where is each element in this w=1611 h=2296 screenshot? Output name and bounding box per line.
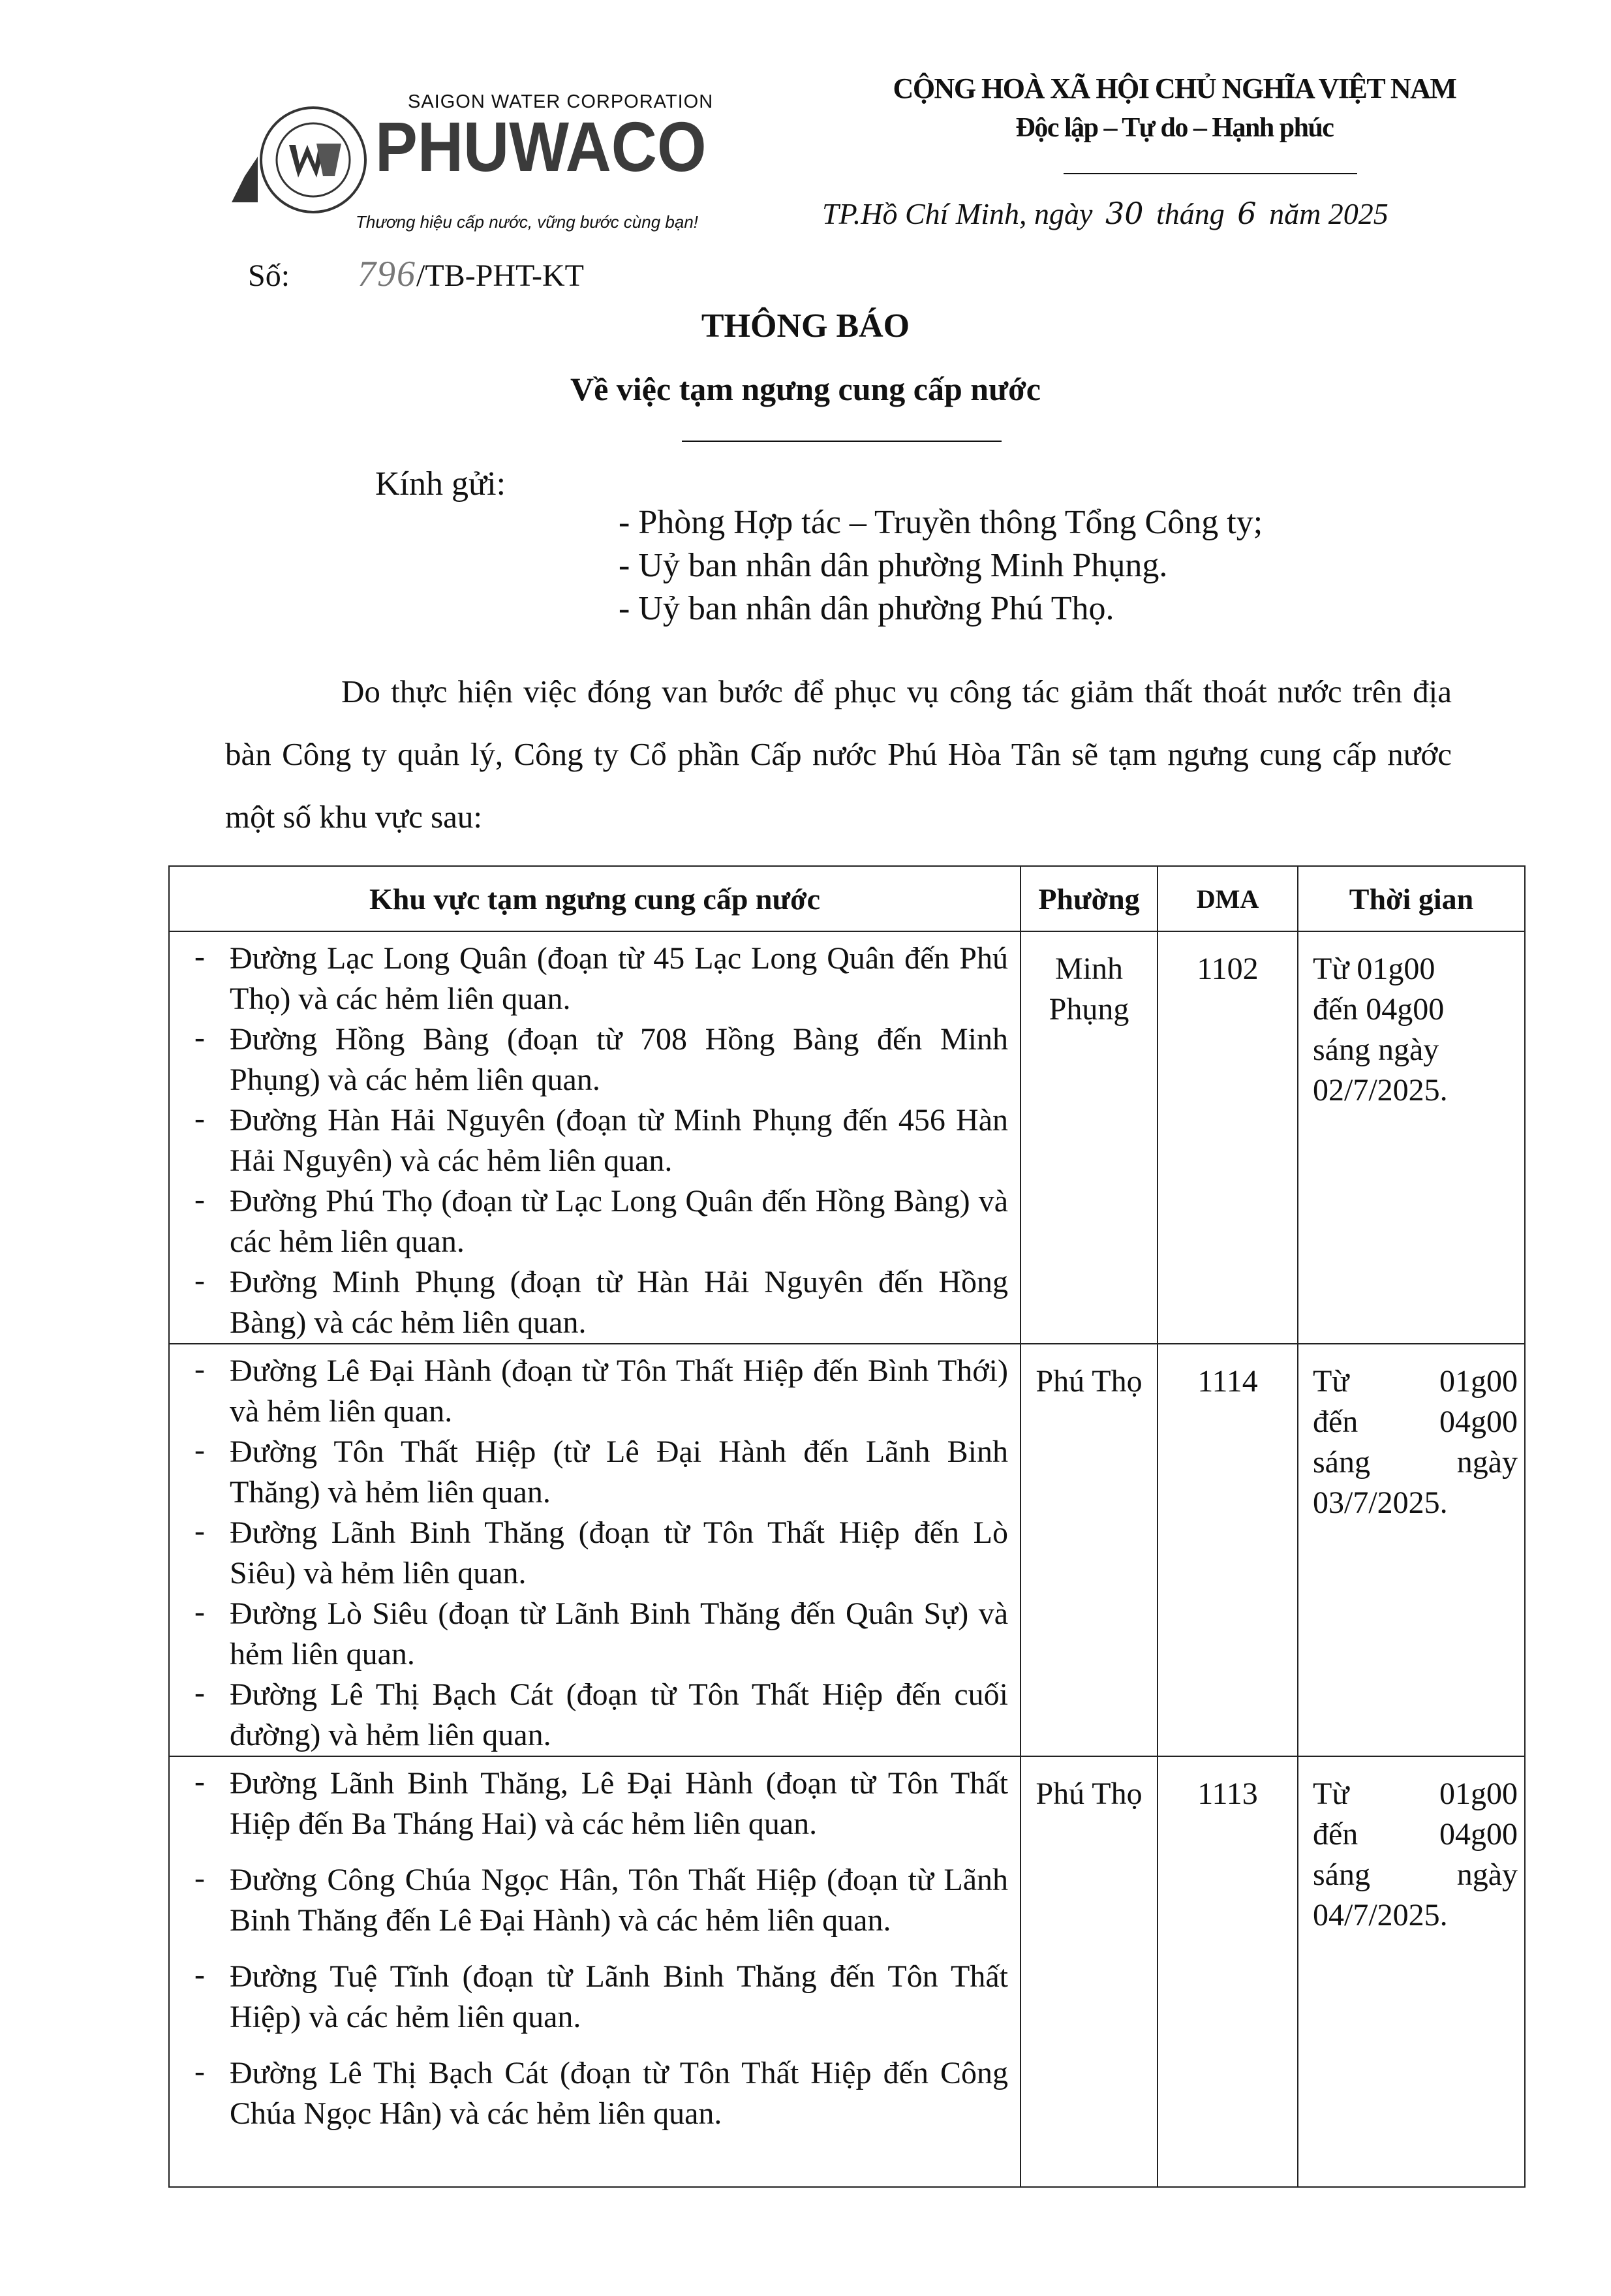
logo-wedge-graphic [232, 157, 258, 202]
dma-cell: 1113 [1158, 1756, 1298, 2187]
table-row [169, 931, 1525, 1344]
doc-no-suffix: /TB-PHT-KT [416, 258, 584, 293]
area-item: - Đường Tôn Thất Hiệp (từ Lê Đại Hành đến Lãnh Binh Thăng) và hẻm liên quan. [194, 1433, 1008, 1510]
table-row [169, 1756, 1525, 2187]
date-year: năm 2025 [1269, 197, 1389, 230]
national-motto: Độc lập – Tự do – Hạnh phúc [1015, 113, 1334, 143]
doc-no-label: Số: [248, 258, 290, 293]
document-number [248, 253, 584, 295]
area-item: - Đường Lãnh Binh Thăng (đoạn từ Tôn Thất Hiệp đến Lò Siêu) và hẻm liên quan. [194, 1513, 1008, 1590]
logo-seal-icon [258, 104, 369, 215]
area-item: - Đường Lê Đại Hành (đoạn từ Tôn Thất Hiệp đến Bình Thới) và hẻm liên quan. [194, 1352, 1008, 1429]
recipient-list [619, 501, 1263, 630]
dma-cell: 1102 [1158, 931, 1298, 1344]
time-cell: Từ 01g00 đến 04g00 sáng ngày 02/7/2025. [1298, 931, 1525, 1344]
area-item: - Đường Lê Thị Bạch Cát (đoạn từ Tôn Thất Hiệp đến cuối đường) và hẻm liên quan. [194, 1675, 1008, 1752]
time-cell: Từ 01g00 đến 04g00 sáng ngày 04/7/2025. [1298, 1756, 1525, 2187]
intro-paragraph: Do thực hiện việc đóng van bước để phục vụ công tác giảm thất thoát nước trên địa bàn Công ty quản lý, Công ty Cổ phần Cấp nước Phú Hòa Tân sẽ tạm ngưng cung cấp nước một số khu vực sau: [225, 674, 1452, 835]
area-item: - Đường Lê Thị Bạch Cát (đoạn từ Tôn Thất Hiệp đến Công Chúa Ngọc Hân) và các hẻm liên quan. [194, 2054, 1008, 2131]
document-title: THÔNG BÁO [701, 307, 910, 345]
salutation: Kính gửi: [375, 465, 506, 503]
header-area: Khu vực tạm ngưng cung cấp nước [169, 866, 1020, 931]
issue-date [822, 196, 1389, 231]
time-cell: Từ 01g00 đến 04g00 sáng ngày 03/7/2025. [1298, 1344, 1525, 1756]
motto-underline [1064, 173, 1357, 174]
date-prefix: TP.Hồ Chí Minh, ngày [822, 197, 1093, 230]
area-item: - Đường Công Chúa Ngọc Hân, Tôn Thất Hiệp (đoạn từ Lãnh Binh Thăng đến Lê Đại Hành) và các hẻm liên quan. [194, 1861, 1008, 1938]
area-cell [169, 1756, 1020, 2187]
date-month: 6 [1237, 196, 1257, 231]
ward-cell: Minh Phụng [1020, 931, 1158, 1344]
title-divider [682, 441, 1002, 442]
area-cell [169, 1344, 1020, 1756]
area-item: - Đường Lãnh Binh Thăng, Lê Đại Hành (đoạn từ Tôn Thất Hiệp đến Ba Tháng Hai) và các hẻm liên quan. [194, 1764, 1008, 1841]
brand-slogan: Thương hiệu cấp nước, vững bước cùng bạn! [356, 212, 699, 232]
suspension-table [168, 865, 1526, 2188]
area-item: - Đường Phú Thọ (đoạn từ Lạc Long Quân đến Hồng Bàng) và các hẻm liên quan. [194, 1182, 1008, 1259]
ward-cell: Phú Thọ [1020, 1344, 1158, 1756]
brand-wordmark: PHUWACO [375, 107, 707, 186]
dma-cell: 1114 [1158, 1344, 1298, 1756]
header-time: Thời gian [1298, 866, 1525, 931]
doc-no-handwritten: 796 [358, 254, 417, 294]
area-item: - Đường Lạc Long Quân (đoạn từ 45 Lạc Long Quân đến Phú Thọ) và các hẻm liên quan. [194, 939, 1008, 1016]
recipient-item: - Phòng Hợp tác – Truyền thông Tổng Công ty; [619, 504, 1263, 541]
company-logo [232, 91, 728, 248]
area-item: - Đường Hồng Bàng (đoạn từ 708 Hồng Bàng đến Minh Phụng) và các hẻm liên quan. [194, 1020, 1008, 1097]
area-item: - Đường Lò Siêu (đoạn từ Lãnh Binh Thăng đến Quân Sự) và hẻm liên quan. [194, 1594, 1008, 1671]
recipient-item: - Uỷ ban nhân dân phường Phú Thọ. [619, 590, 1114, 627]
recipient-item: - Uỷ ban nhân dân phường Minh Phụng. [619, 547, 1168, 584]
header-dma: DMA [1158, 866, 1298, 931]
date-day: 30 [1105, 196, 1144, 231]
table-header-row [169, 866, 1525, 931]
header-ward: Phường [1020, 866, 1158, 931]
area-item: - Đường Minh Phụng (đoạn từ Hàn Hải Nguyên đến Hồng Bàng) và các hẻm liên quan. [194, 1263, 1008, 1340]
area-item: - Đường Tuệ Tĩnh (đoạn từ Lãnh Binh Thăng đến Tôn Thất Hiệp) và các hẻm liên quan. [194, 1957, 1008, 2034]
table-row [169, 1344, 1525, 1756]
document-subtitle: Về việc tạm ngưng cung cấp nước [570, 371, 1041, 407]
national-title: CỘNG HOÀ XÃ HỘI CHỦ NGHĨA VIỆT NAM [893, 72, 1456, 104]
date-month-label: tháng [1156, 197, 1225, 230]
ward-cell: Phú Thọ [1020, 1756, 1158, 2187]
area-item: - Đường Hàn Hải Nguyên (đoạn từ Minh Phụng đến 456 Hàn Hải Nguyên) và các hẻm liên quan. [194, 1101, 1008, 1178]
area-cell [169, 931, 1020, 1344]
company-name: SAIGON WATER CORPORATION [408, 91, 714, 112]
